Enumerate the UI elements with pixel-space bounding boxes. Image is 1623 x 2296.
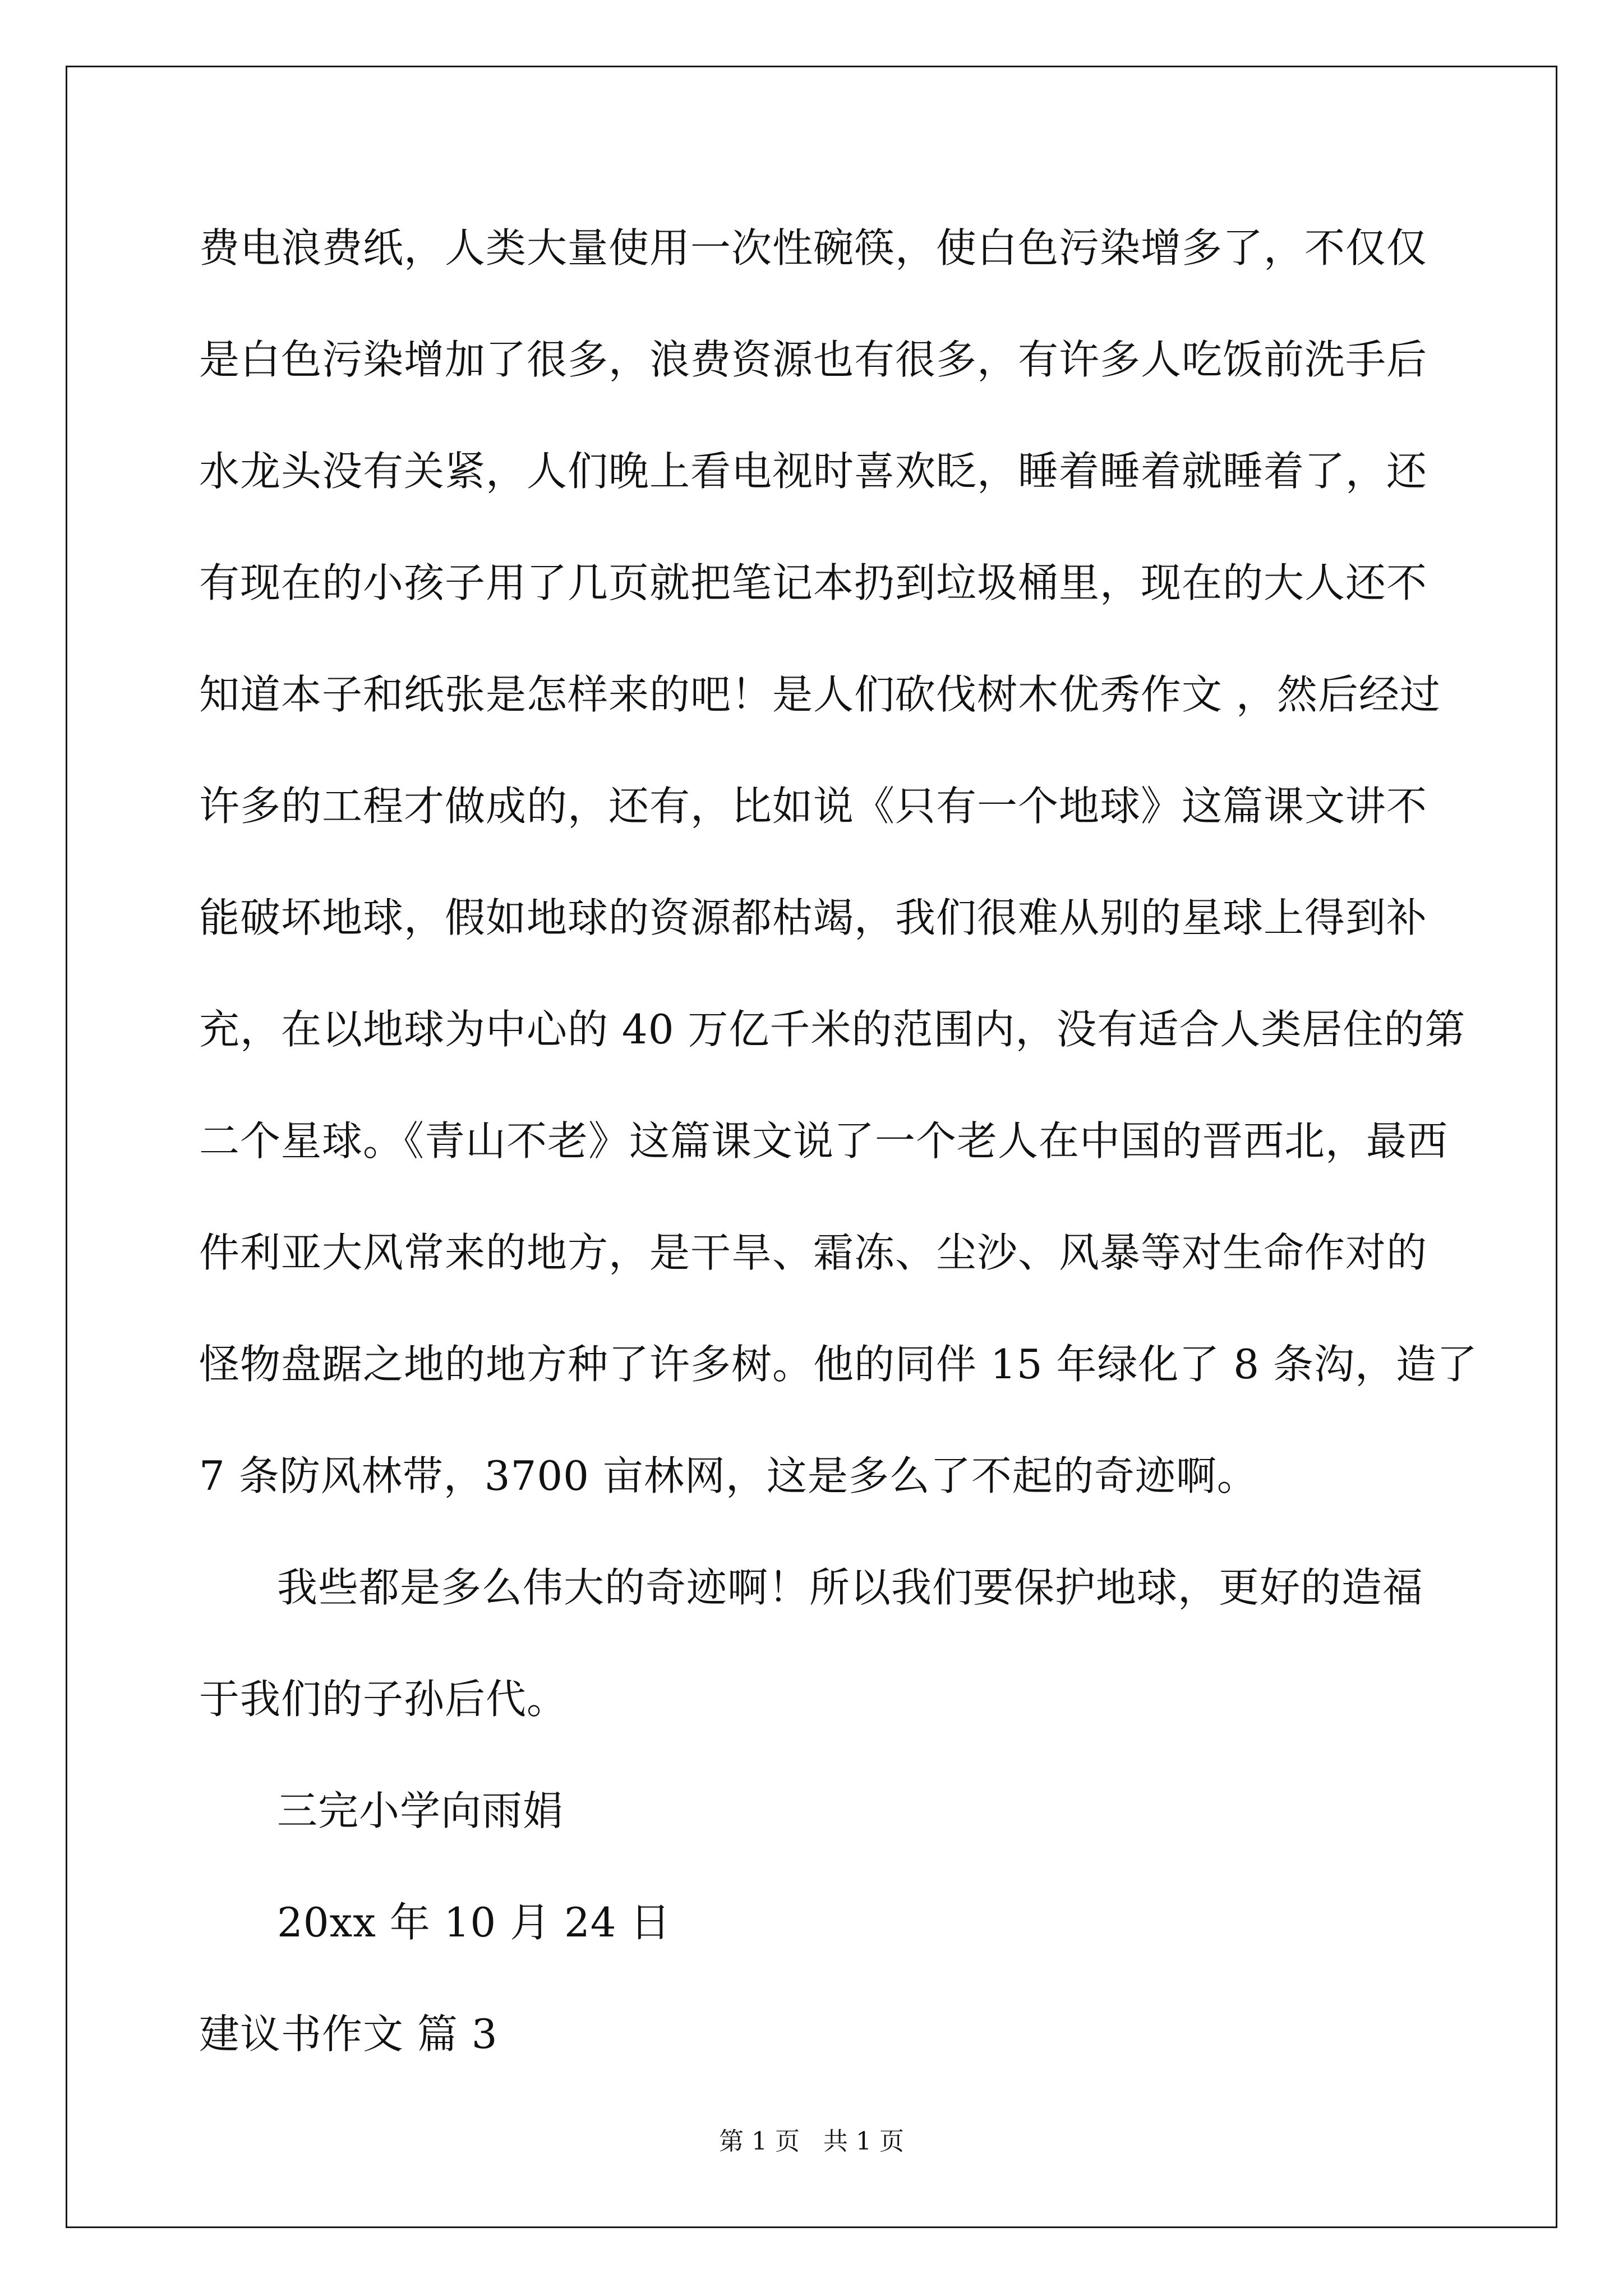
body-line: 充，在以地球为中心的 40 万亿千米的范围内，没有适合人类居住的第 (199, 1006, 1466, 1053)
body-line: 二个星球。《青山不老》这篇课文说了一个老人在中国的晋西北，最西 (199, 1117, 1449, 1165)
body-line: 7 条防风林带，3700 亩林网，这是多么了不起的奇迹啊。 (199, 1452, 1258, 1499)
signature: 三完小学向雨娟 (277, 1787, 564, 1834)
body-line: 许多的工程才做成的，还有，比如说《只有一个地球》这篇课文讲不 (199, 783, 1428, 830)
body-line: 怪物盘踞之地的地方种了许多树。他的同伴 15 年绿化了 8 条沟，造了 (199, 1341, 1478, 1388)
page-footer: 第 1 页 共 1 页 (719, 2127, 904, 2156)
paragraph-line: 我些都是多么伟大的奇迹啊！所以我们要保护地球，更好的造福 (277, 1564, 1424, 1611)
body-line: 能破坏地球，假如地球的资源都枯竭，我们很难从别的星球上得到补 (199, 894, 1428, 941)
paragraph-line: 于我们的子孙后代。 (199, 1676, 568, 1723)
section-heading: 建议书作文 篇 3 (199, 2010, 498, 2058)
date: 20xx 年 10 月 24 日 (277, 1899, 671, 1946)
body-line: 知道本子和纸张是怎样来的吧！是人们砍伐树木优秀作文 ，然后经过 (199, 671, 1441, 718)
body-line: 有现在的小孩子用了几页就把笔记本扔到垃圾桶里，现在的大人还不 (199, 559, 1428, 606)
body-line: 是白色污染增加了很多，浪费资源也有很多，有许多人吃饭前洗手后 (199, 336, 1428, 383)
body-line: 件利亚大风常来的地方，是干旱、霜冻、尘沙、风暴等对生命作对的 (199, 1229, 1428, 1276)
body-line: 水龙头没有关紧，人们晚上看电视时喜欢眨，睡着睡着就睡着了，还 (199, 448, 1428, 495)
body-line: 费电浪费纸，人类大量使用一次性碗筷，使白色污染增多了，不仅仅 (199, 224, 1428, 272)
